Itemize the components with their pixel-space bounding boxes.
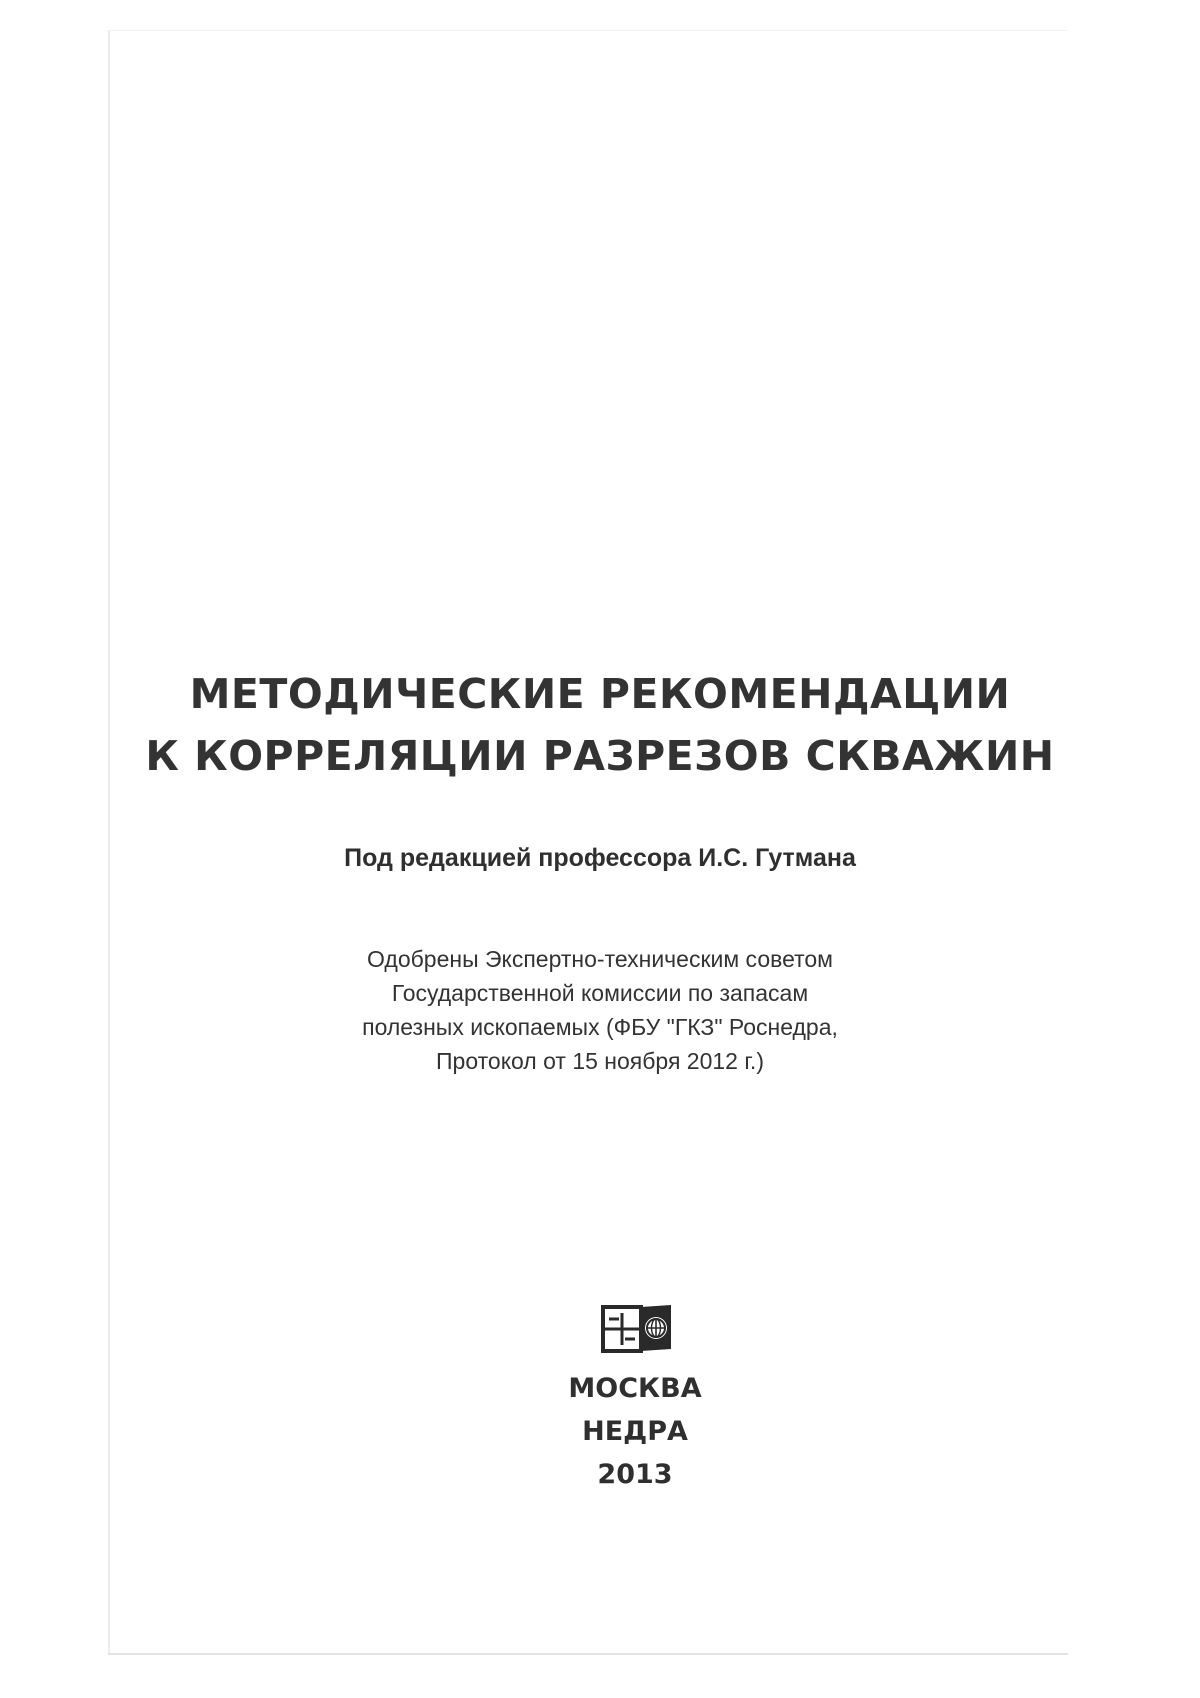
approval-line: полезных ископаемых (ФБУ "ГКЗ" Роснедра, bbox=[362, 1014, 838, 1040]
editor-credit: Под редакцией профессора И.С. Гутмана bbox=[344, 844, 856, 872]
imprint-publisher: НЕДРА bbox=[582, 1416, 688, 1447]
imprint-year: 2013 bbox=[597, 1459, 673, 1490]
imprint-city: МОСКВА bbox=[568, 1373, 702, 1404]
publisher-logo-icon bbox=[601, 1303, 673, 1355]
book-title-line-1: МЕТОДИЧЕСКИЕ РЕКОМЕНДАЦИИ bbox=[189, 670, 1011, 718]
scan-edge-left bbox=[108, 30, 110, 1655]
book-title-line-2: К КОРРЕЛЯЦИИ РАЗРЕЗОВ СКВАЖИН bbox=[145, 732, 1055, 780]
approval-line: Протокол от 15 ноября 2012 г.) bbox=[436, 1048, 764, 1074]
scan-edge-bottom bbox=[108, 1653, 1068, 1655]
scan-edge-top bbox=[108, 30, 1068, 31]
approval-line: Одобрены Экспертно-техническим советом bbox=[367, 946, 833, 972]
approval-line: Государственной комиссии по запасам bbox=[391, 980, 809, 1006]
approval-note bbox=[0, 942, 1200, 1078]
